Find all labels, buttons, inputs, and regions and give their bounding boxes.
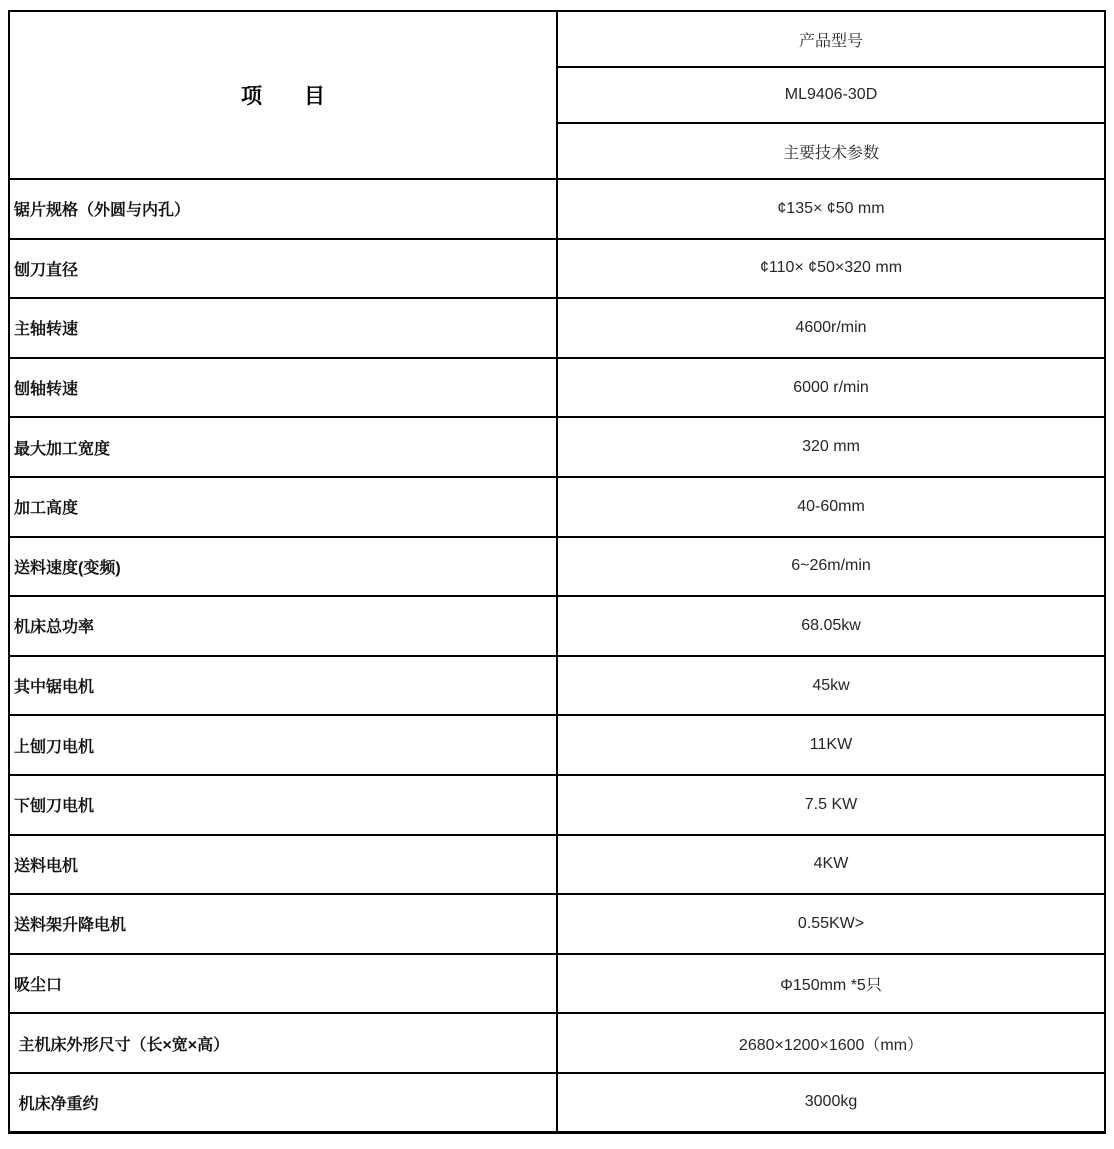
spec-value: 4600r/min — [557, 298, 1105, 358]
spec-label: 机床净重约 — [9, 1073, 557, 1133]
spec-value: 40-60mm — [557, 477, 1105, 537]
spec-label: 送料架升降电机 — [9, 894, 557, 954]
spec-label: 送料速度(变频) — [9, 537, 557, 597]
table-row — [9, 596, 1105, 656]
spec-label: 上刨刀电机 — [9, 715, 557, 775]
spec-value: 3000kg — [557, 1073, 1105, 1133]
table-row — [9, 239, 1105, 299]
table-row — [9, 358, 1105, 418]
spec-label: 吸尘口 — [9, 954, 557, 1014]
spec-table — [8, 10, 1106, 1134]
spec-value: 2680×1200×1600（mm） — [557, 1013, 1105, 1073]
item-column-header: 项 目 — [9, 11, 557, 179]
spec-value: ¢135× ¢50 mm — [557, 179, 1105, 239]
spec-value: 7.5 KW — [557, 775, 1105, 835]
spec-value: 45kw — [557, 656, 1105, 716]
spec-label: 主机床外形尺寸（长×宽×高） — [9, 1013, 557, 1073]
spec-label: 下刨刀电机 — [9, 775, 557, 835]
table-row — [9, 775, 1105, 835]
spec-value: ¢110× ¢50×320 mm — [557, 239, 1105, 299]
table-row — [9, 954, 1105, 1014]
spec-label: 刨刀直径 — [9, 239, 557, 299]
spec-label: 主轴转速 — [9, 298, 557, 358]
spec-value: 320 mm — [557, 417, 1105, 477]
table-row — [9, 894, 1105, 954]
spec-label: 刨轴转速 — [9, 358, 557, 418]
table-row — [9, 835, 1105, 895]
table-row — [9, 417, 1105, 477]
spec-value: 4KW — [557, 835, 1105, 895]
table-row — [9, 477, 1105, 537]
table-row — [9, 179, 1105, 239]
spec-value: 6000 r/min — [557, 358, 1105, 418]
table-row — [9, 1013, 1105, 1073]
spec-label: 送料电机 — [9, 835, 557, 895]
spec-value: 11KW — [557, 715, 1105, 775]
model-number: ML9406-30D — [557, 67, 1105, 123]
table-row — [9, 1073, 1105, 1133]
table-row — [9, 715, 1105, 775]
product-model-header: 产品型号 — [557, 11, 1105, 67]
spec-label: 锯片规格（外圆与内孔） — [9, 179, 557, 239]
spec-value: Φ150mm *5只 — [557, 954, 1105, 1014]
spec-value: 68.05kw — [557, 596, 1105, 656]
table-row — [9, 656, 1105, 716]
header-row-product-model — [9, 11, 1105, 67]
spec-value: 6~26m/min — [557, 537, 1105, 597]
spec-label: 机床总功率 — [9, 596, 557, 656]
tech-params-header: 主要技术参数 — [557, 123, 1105, 179]
spec-value: 0.55KW> — [557, 894, 1105, 954]
spec-label: 最大加工宽度 — [9, 417, 557, 477]
spec-label: 加工高度 — [9, 477, 557, 537]
table-row — [9, 537, 1105, 597]
table-row — [9, 298, 1105, 358]
spec-label: 其中锯电机 — [9, 656, 557, 716]
